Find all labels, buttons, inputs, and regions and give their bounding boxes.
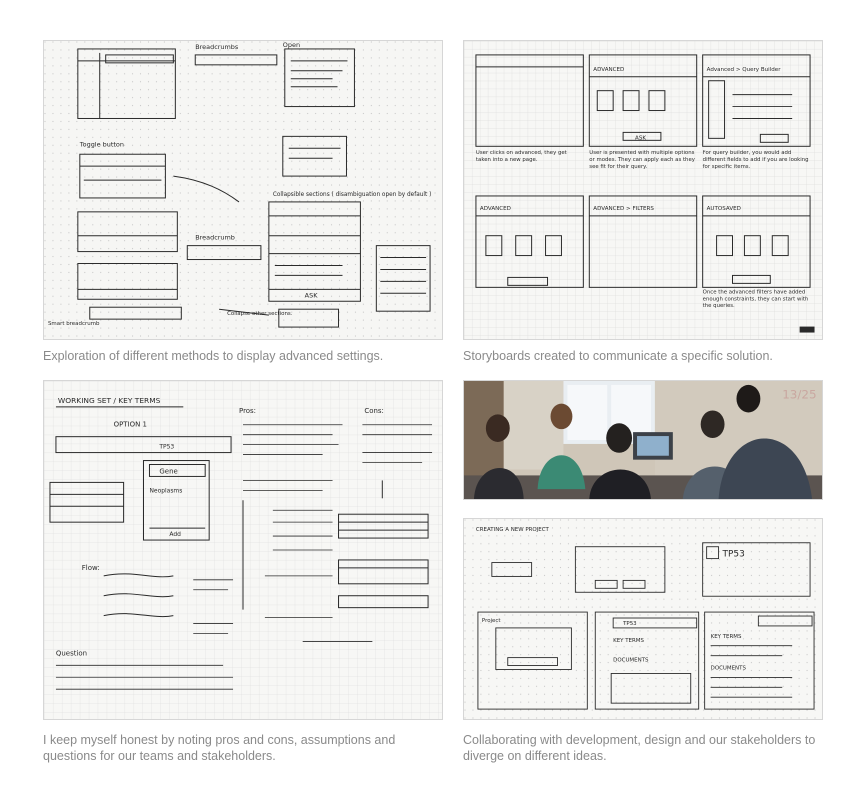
new-project-sketch <box>463 518 823 720</box>
sketch-label-tp53-2: TP53 <box>722 549 745 560</box>
sketch-label-creating-project: CREATING A NEW PROJECT <box>475 526 549 533</box>
sketch-label-filters: ADVANCED > FILTERS <box>593 205 654 212</box>
sketch-label-project: Project <box>481 617 501 624</box>
sketch-label-documents: DOCUMENTS <box>613 657 649 664</box>
caption-collaborating-line1: Collaborating with development, design and our stakeholders to <box>463 733 816 747</box>
sketch-label-key-terms: KEY TERMS <box>613 637 644 644</box>
sketch-label-ask-2: ASK <box>635 135 647 142</box>
sketch-label-tp53: TP53 <box>159 443 175 451</box>
sketch-label-working-set: WORKING SET / KEY TERMS <box>57 395 161 405</box>
pros-cons-sketch <box>43 380 443 720</box>
sketch-label-advanced: ADVANCED <box>593 66 625 73</box>
sketch-label-query-builder: Advanced > Query Builder <box>706 66 781 73</box>
caption-advanced-settings: Exploration of different methods to display advanced settings. <box>43 349 384 363</box>
sketch-label-neoplasms: Neoplasms <box>149 487 183 495</box>
sketch-label-collapse: Collapse other sections. <box>227 311 293 318</box>
sketch-label-autosaved: AUTOSAVED <box>706 205 741 212</box>
caption-pros-cons-line1: I keep myself honest by noting pros and cons, assumptions and <box>43 733 396 747</box>
sketch-label-smart-breadcrumb: Smart breadcrumb <box>47 321 100 328</box>
sketch-label-question: Question <box>55 649 88 658</box>
sketch-label-advanced-2: ADVANCED <box>479 205 511 212</box>
caption-collaborating-line2: diverge on different ideas. <box>463 749 607 763</box>
sketch-label-flow: Flow: <box>81 563 100 572</box>
sketch-label-gene: Gene <box>159 467 178 476</box>
sketch-label-tp53-3: TP53 <box>623 620 637 627</box>
sketch-label-documents-2: DOCUMENTS <box>710 665 746 672</box>
advanced-settings-sketch <box>43 40 443 340</box>
caption-pros-cons-line2: questions for our teams and stakeholders. <box>43 749 276 763</box>
sketch-label-add: Add <box>169 531 181 539</box>
sketch-label-breadcrumb: Breadcrumb <box>195 233 235 242</box>
sketch-label-toggle: Toggle button <box>79 140 124 149</box>
caption-storyboards: Storyboards created to communicate a specific solution. <box>463 349 773 363</box>
story-note-4: Once the advanced filters have added enough constraints, they can start with the queries. <box>702 289 809 310</box>
photo-calendar-text: 13/25 <box>782 387 817 402</box>
sketch-label-breadcrumbs: Breadcrumbs <box>195 42 239 51</box>
story-note-3: For query builder, you would add different fields to add if you are looking for specific items. <box>702 150 809 171</box>
sketch-label-pros: Pros: <box>239 406 257 415</box>
story-note-2: User is presented with multiple options or modes. They can apply each as they see fit for their query. <box>589 150 695 171</box>
sketch-label-open: Open <box>282 41 301 49</box>
storyboards-sketch <box>463 40 823 340</box>
sketch-label-ask: ASK <box>304 291 318 300</box>
sketch-label-collapsible: Collapsible sections ( disambiguation open by default ) <box>272 191 432 198</box>
team-collaboration-photo <box>463 380 823 500</box>
sketch-label-cons: Cons: <box>364 406 384 415</box>
sketch-label-key-terms-2: KEY TERMS <box>710 633 742 640</box>
sketch-label-option1: OPTION 1 <box>113 420 147 429</box>
caption-collaborating <box>463 732 843 764</box>
caption-pros-cons <box>43 732 443 764</box>
story-note-1: User clicks on advanced, they get taken into a new page. <box>475 150 567 164</box>
